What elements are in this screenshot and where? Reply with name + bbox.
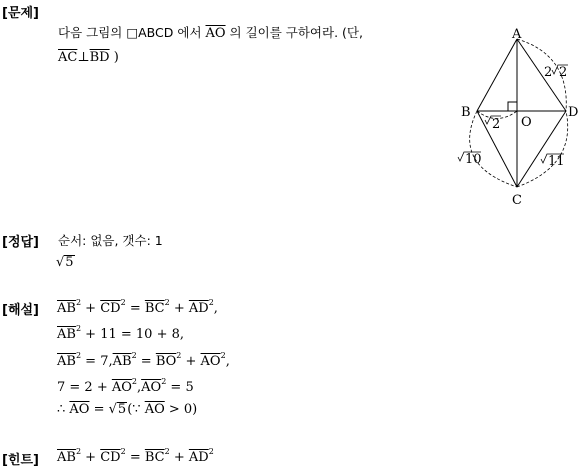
svg-text:2: 2: [559, 65, 568, 80]
side-ab: [477, 39, 517, 111]
sqrt-symbol: √: [108, 402, 117, 417]
segment-bd: $\overline{BD}$: [89, 50, 110, 65]
svg-text:10: 10: [465, 152, 482, 167]
length-label-bc: [458, 152, 482, 167]
label-c: C: [512, 193, 522, 208]
solution-line-1: $\overline{AB}^2 + \overline{CD}^2 = \overline{BC}^2 + \overline{AD}^2$,: [57, 298, 218, 316]
right-angle-mark: [508, 102, 517, 111]
length-label-cd: [541, 154, 565, 169]
perp-symbol: ⊥: [77, 50, 90, 65]
solution-line-4: $7 = 2 + \overline{AO}^2,\overline{AO}^2 = 5$: [57, 377, 194, 395]
problem-line-2: [58, 50, 119, 65]
segment-ac: $\overline{AC}$: [58, 50, 78, 65]
sqrt-symbol: √: [56, 255, 65, 270]
label-a: A: [512, 27, 522, 42]
length-label-ad: [544, 65, 568, 80]
svg-text:11: 11: [548, 154, 565, 169]
solution-line-3: $\overline{AB}^2 = 7,\overline{AB}^2 = \overline{BO}^2 + \overline{AO}^2$,: [57, 351, 230, 369]
svg-text:2: 2: [492, 117, 501, 132]
hint-tag: [힌트]: [2, 453, 39, 468]
solution-tag: [해설]: [2, 303, 39, 318]
solution-line-2: $\overline{AB}^2 + 11 = 10 + 8$,: [57, 324, 185, 342]
problem-tag: [문제]: [2, 6, 39, 21]
rhombus-figure: [455, 25, 583, 210]
answer-value: [56, 255, 75, 270]
answer-tag: [정답]: [2, 235, 39, 250]
label-d: D: [568, 105, 579, 120]
problem-text-after: 의 길이를 구하여라. (단,: [225, 25, 363, 40]
segment-ao: $\overline{AO}$: [205, 26, 226, 41]
length-label-bo: [485, 116, 501, 132]
problem-line-1: [58, 23, 363, 41]
answer-radicand: 5: [65, 255, 74, 270]
svg-text:2: 2: [544, 65, 553, 80]
solution-line-5: ∴ $\overline{AO}$ = √5(∵ $\overline{AO} > 0$): [57, 402, 198, 417]
label-b: B: [461, 105, 471, 120]
close-paren: ): [109, 50, 119, 65]
hint-line: $\overline{AB}^2 + \overline{CD}^2 = \overline{BC}^2 + \overline{AD}^2$: [57, 447, 214, 465]
label-o: O: [521, 115, 532, 130]
answer-meta: 순서: 없음, 갯수: 1: [58, 233, 163, 248]
problem-text: 다음 그림의 □ABCD 에서: [58, 25, 206, 40]
